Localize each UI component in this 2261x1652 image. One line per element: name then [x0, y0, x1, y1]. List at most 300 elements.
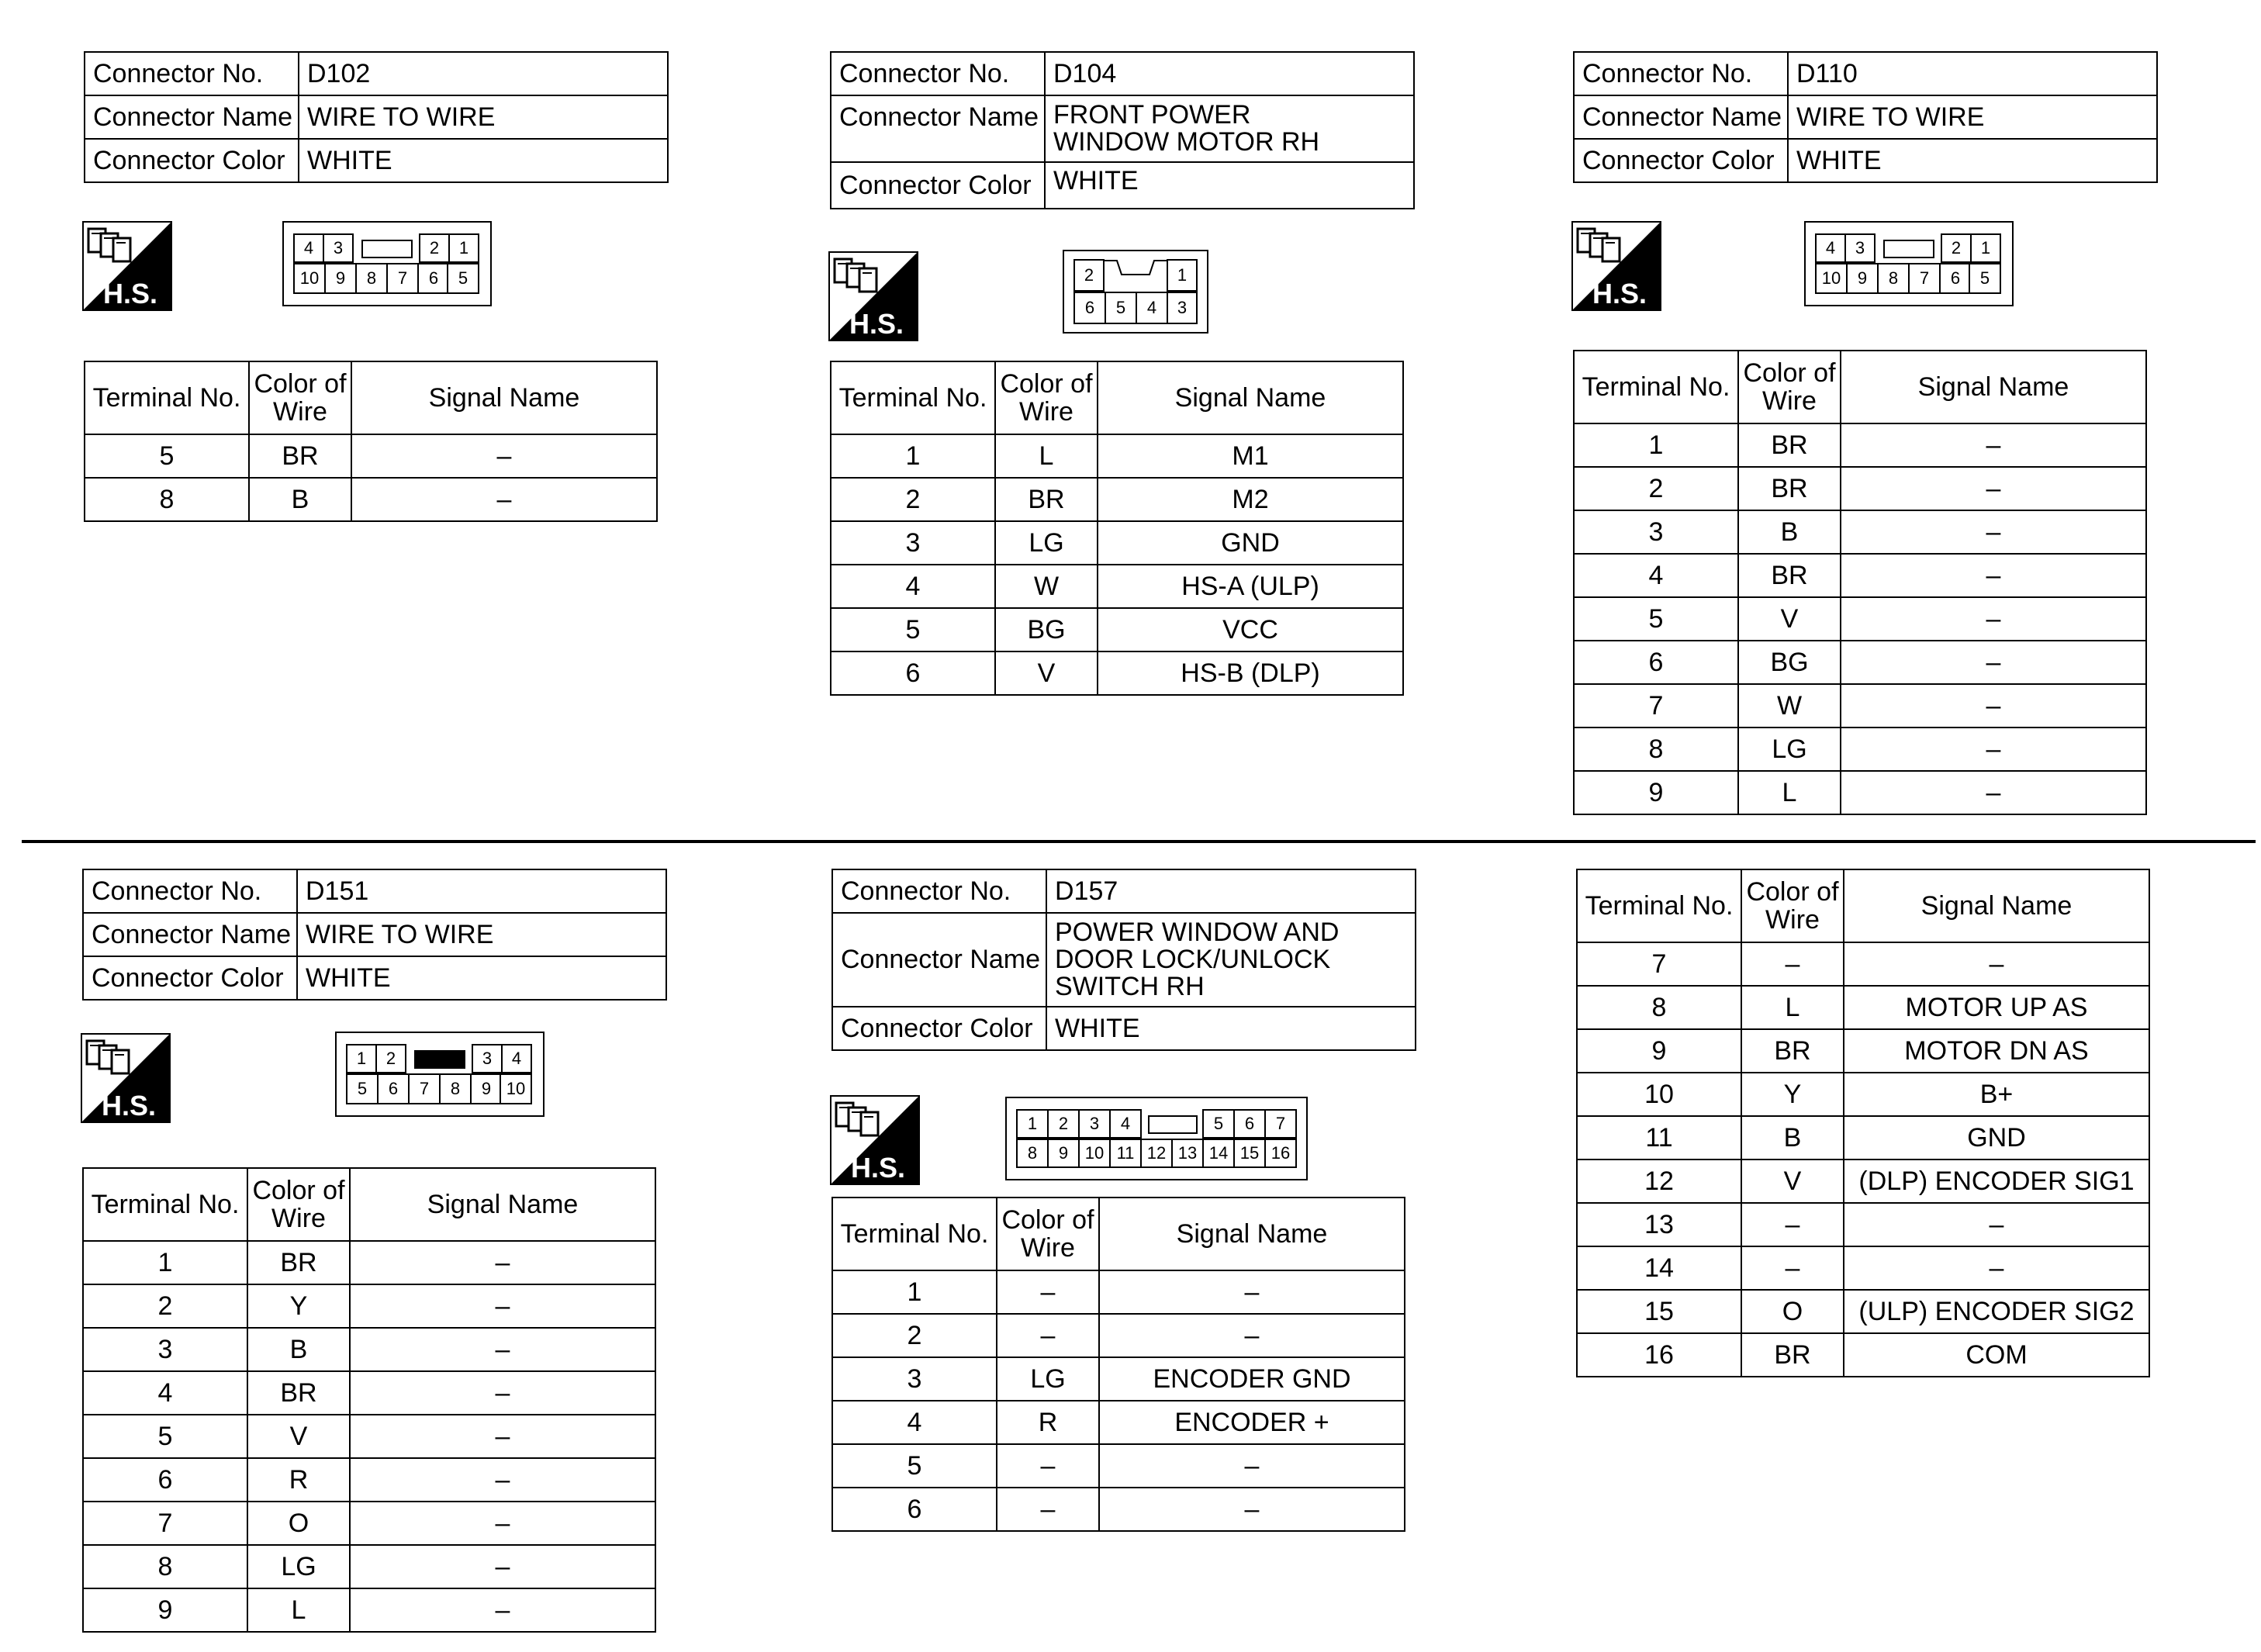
terminal-no-cell: 4 — [83, 1371, 247, 1415]
terminal-no-cell: 8 — [1577, 986, 1741, 1029]
terminal-no-cell: 11 — [1577, 1116, 1741, 1160]
pin: 10 — [1815, 263, 1848, 294]
wire-color-cell: R — [247, 1458, 350, 1502]
d102-terminal-table — [84, 361, 658, 522]
header-color-of-wire: Color of Wire — [247, 1168, 350, 1241]
signal-name-cell: – — [350, 1328, 655, 1371]
label-connector-color: Connector Color — [832, 1007, 1046, 1050]
pin: 6 — [377, 1073, 410, 1104]
pin: 3 — [472, 1044, 503, 1073]
d151-connector-face — [335, 1032, 545, 1117]
signal-name-cell: – — [1841, 467, 2146, 510]
wire-color-cell: – — [997, 1314, 1099, 1357]
d110-terminal-table — [1573, 350, 2147, 815]
wire-color-cell: L — [1741, 986, 1844, 1029]
terminal-no-cell: 7 — [1574, 684, 1738, 728]
d110-no: D110 — [1788, 52, 2157, 95]
terminal-no-cell: 5 — [831, 608, 995, 651]
label-connector-no: Connector No. — [85, 52, 299, 95]
d151-pin-grid — [346, 1044, 532, 1104]
hs-icon — [1571, 221, 1661, 315]
table-row — [1574, 423, 2146, 467]
wire-color-cell: B — [1738, 510, 1841, 554]
d110-info-table — [1573, 51, 2158, 183]
d110-name: WIRE TO WIRE — [1788, 95, 2157, 139]
header-color-of-wire: Color of Wire — [1738, 351, 1841, 423]
wire-color-cell: BR — [1738, 423, 1841, 467]
wire-color-cell: B — [1741, 1116, 1844, 1160]
wire-color-cell: BR — [1738, 554, 1841, 597]
pin: 4 — [1109, 1109, 1142, 1139]
pin: 1 — [346, 1044, 377, 1073]
pin: 9 — [324, 263, 357, 294]
table-row — [831, 565, 1403, 608]
d157-connector-face — [1005, 1097, 1308, 1180]
signal-name-cell: M2 — [1098, 478, 1403, 521]
terminal-no-cell: 5 — [85, 434, 249, 478]
d102-name: WIRE TO WIRE — [299, 95, 668, 139]
table-row — [83, 1415, 655, 1458]
key-slot — [414, 1050, 465, 1069]
table-row — [1574, 728, 2146, 771]
d110-pin-grid — [1815, 233, 2001, 294]
signal-name-cell: – — [1844, 1203, 2149, 1246]
label-connector-name: Connector Name — [831, 95, 1045, 162]
terminal-no-cell: 1 — [83, 1241, 247, 1284]
table-row — [85, 478, 657, 521]
wire-color-cell: L — [1738, 771, 1841, 814]
pin: 3 — [1078, 1109, 1111, 1139]
signal-name-cell: – — [1841, 597, 2146, 641]
wire-color-cell: BR — [1741, 1029, 1844, 1073]
wire-color-cell: O — [1741, 1290, 1844, 1333]
terminal-no-cell: 2 — [1574, 467, 1738, 510]
pin: 8 — [1877, 263, 1910, 294]
d102-color: WHITE — [299, 139, 668, 182]
pin: 8 — [1016, 1139, 1049, 1168]
signal-name-cell: – — [1099, 1314, 1405, 1357]
hs-icon — [82, 221, 172, 315]
pin: 9 — [1047, 1139, 1080, 1168]
table-row — [832, 1444, 1405, 1488]
signal-name-cell: ENCODER GND — [1099, 1357, 1405, 1401]
signal-name-cell: – — [1099, 1270, 1405, 1314]
section-divider — [22, 840, 2256, 843]
wire-color-cell: BG — [995, 608, 1098, 651]
wire-color-cell: R — [997, 1401, 1099, 1444]
terminal-no-cell: 4 — [1574, 554, 1738, 597]
header-terminal-no: Terminal No. — [1574, 351, 1738, 423]
wire-color-cell: L — [995, 434, 1098, 478]
signal-name-cell: – — [1844, 1246, 2149, 1290]
wire-color-cell: BR — [1738, 467, 1841, 510]
wire-color-cell: – — [997, 1444, 1099, 1488]
d102-no: D102 — [299, 52, 668, 95]
pin: 3 — [1167, 292, 1198, 324]
wire-color-cell: W — [1738, 684, 1841, 728]
table-row — [83, 1241, 655, 1284]
d157-info-table — [831, 869, 1416, 1051]
terminal-no-cell: 7 — [1577, 942, 1741, 986]
key-slot — [1148, 1115, 1198, 1134]
wire-color-cell: L — [247, 1588, 350, 1632]
pin: 11 — [1109, 1139, 1142, 1168]
terminal-no-cell: 9 — [1574, 771, 1738, 814]
signal-name-cell: ENCODER + — [1099, 1401, 1405, 1444]
terminal-no-cell: 9 — [83, 1588, 247, 1632]
label-connector-no: Connector No. — [831, 52, 1045, 95]
header-signal-name: Signal Name — [1099, 1198, 1405, 1270]
header-signal-name: Signal Name — [1844, 869, 2149, 942]
header-color-of-wire: Color of Wire — [1741, 869, 1844, 942]
d102-info-table — [84, 51, 669, 183]
pin: 2 — [419, 233, 450, 263]
wire-color-cell: – — [997, 1270, 1099, 1314]
pin: 8 — [355, 263, 388, 294]
label-connector-name: Connector Name — [83, 913, 297, 956]
terminal-no-cell: 5 — [1574, 597, 1738, 641]
wire-color-cell: BR — [247, 1371, 350, 1415]
header-terminal-no: Terminal No. — [83, 1168, 247, 1241]
signal-name-cell: (ULP) ENCODER SIG2 — [1844, 1290, 2149, 1333]
d157-color: WHITE — [1046, 1007, 1416, 1050]
table-row — [1577, 1116, 2149, 1160]
hs-label: H.S. — [850, 1152, 906, 1184]
wire-color-cell: V — [1741, 1160, 1844, 1203]
table-row — [1574, 467, 2146, 510]
table-row — [85, 434, 657, 478]
terminal-no-cell: 5 — [83, 1415, 247, 1458]
pin: 1 — [1970, 233, 2001, 263]
wire-color-cell: – — [1741, 942, 1844, 986]
table-row — [1574, 684, 2146, 728]
terminal-no-cell: 3 — [83, 1328, 247, 1371]
table-row — [1577, 1203, 2149, 1246]
signal-name-cell: GND — [1098, 521, 1403, 565]
table-row — [83, 1284, 655, 1328]
pin: 6 — [1073, 292, 1106, 324]
header-color-of-wire: Color of Wire — [997, 1198, 1099, 1270]
signal-name-cell: – — [1841, 641, 2146, 684]
key-slot — [1883, 240, 1934, 258]
terminal-no-cell: 3 — [1574, 510, 1738, 554]
wire-color-cell: V — [1738, 597, 1841, 641]
wire-color-cell: – — [1741, 1246, 1844, 1290]
table-row — [83, 1328, 655, 1371]
pin: 5 — [1105, 292, 1137, 324]
signal-name-cell: HS-A (ULP) — [1098, 565, 1403, 608]
table-row — [1577, 1029, 2149, 1073]
d104-color: WHITE — [1045, 162, 1414, 209]
pin: 15 — [1233, 1139, 1266, 1168]
wire-color-cell: BG — [1738, 641, 1841, 684]
terminal-no-cell: 1 — [831, 434, 995, 478]
d151-terminal-table — [82, 1167, 656, 1633]
terminal-no-cell: 5 — [832, 1444, 997, 1488]
pin: 5 — [1202, 1109, 1235, 1139]
table-row — [832, 1357, 1405, 1401]
header-terminal-no: Terminal No. — [831, 361, 995, 434]
d110-connector-face — [1804, 221, 2014, 306]
wire-color-cell: Y — [1741, 1073, 1844, 1116]
hs-icon — [830, 1095, 920, 1189]
table-row — [831, 521, 1403, 565]
wire-color-cell: – — [997, 1488, 1099, 1531]
terminal-no-cell: 10 — [1577, 1073, 1741, 1116]
table-row — [831, 651, 1403, 695]
d104-terminal-table — [830, 361, 1404, 696]
header-color-of-wire: Color of Wire — [995, 361, 1098, 434]
pin: 4 — [1136, 292, 1168, 324]
table-row — [832, 1401, 1405, 1444]
signal-name-cell: GND — [1844, 1116, 2149, 1160]
terminal-no-cell: 2 — [83, 1284, 247, 1328]
signal-name-cell: – — [1841, 684, 2146, 728]
terminal-no-cell: 8 — [1574, 728, 1738, 771]
signal-name-cell: – — [1844, 942, 2149, 986]
table-row — [831, 434, 1403, 478]
d151-info-table — [82, 869, 667, 1001]
table-row — [1574, 641, 2146, 684]
signal-name-cell: MOTOR UP AS — [1844, 986, 2149, 1029]
d110-color: WHITE — [1788, 139, 2157, 182]
d157-no: D157 — [1046, 869, 1416, 913]
table-row — [83, 1588, 655, 1632]
wire-color-cell: B — [247, 1328, 350, 1371]
pin: 5 — [1969, 263, 2001, 294]
header-signal-name: Signal Name — [1841, 351, 2146, 423]
table-row — [1577, 1333, 2149, 1377]
wire-color-cell: LG — [247, 1545, 350, 1588]
terminal-no-cell: 3 — [832, 1357, 997, 1401]
terminal-no-cell: 2 — [831, 478, 995, 521]
terminal-no-cell: 7 — [83, 1502, 247, 1545]
pin: 12 — [1140, 1139, 1173, 1168]
terminal-no-cell: 1 — [832, 1270, 997, 1314]
wire-color-cell: – — [1741, 1203, 1844, 1246]
pin: 4 — [501, 1044, 532, 1073]
table-row — [831, 478, 1403, 521]
signal-name-cell: – — [350, 1284, 655, 1328]
pin: 1 — [1167, 259, 1198, 292]
d151-no: D151 — [297, 869, 666, 913]
terminal-no-cell: 1 — [1574, 423, 1738, 467]
pin: 9 — [470, 1073, 503, 1104]
signal-name-cell: – — [1841, 554, 2146, 597]
pin: 2 — [1941, 233, 1972, 263]
table-row — [1574, 510, 2146, 554]
table-row — [832, 1488, 1405, 1531]
header-signal-name: Signal Name — [1098, 361, 1403, 434]
wire-color-cell: BR — [1741, 1333, 1844, 1377]
wire-color-cell: LG — [997, 1357, 1099, 1401]
pin: 7 — [408, 1073, 441, 1104]
d104-info-table — [830, 51, 1415, 209]
table-row — [832, 1270, 1405, 1314]
header-terminal-no: Terminal No. — [1577, 869, 1741, 942]
terminal-no-cell: 6 — [831, 651, 995, 695]
hs-label: H.S. — [1592, 278, 1647, 309]
terminal-no-cell: 6 — [832, 1488, 997, 1531]
pin: 3 — [1844, 233, 1876, 263]
pin: 7 — [1264, 1109, 1297, 1139]
label-connector-color: Connector Color — [1574, 139, 1788, 182]
hs-icon — [828, 251, 918, 345]
hs-icon — [81, 1033, 171, 1127]
pin: 1 — [448, 233, 479, 263]
pin: 4 — [1815, 233, 1846, 263]
pin: 8 — [439, 1073, 472, 1104]
signal-name-cell: HS-B (DLP) — [1098, 651, 1403, 695]
signal-name-cell: B+ — [1844, 1073, 2149, 1116]
table-row — [83, 1458, 655, 1502]
table-row — [83, 1502, 655, 1545]
pin: 5 — [346, 1073, 379, 1104]
terminal-no-cell: 8 — [85, 478, 249, 521]
signal-name-cell: – — [351, 434, 657, 478]
wire-color-cell: Y — [247, 1284, 350, 1328]
wire-color-cell: LG — [1738, 728, 1841, 771]
signal-name-cell: – — [1841, 728, 2146, 771]
wire-color-cell: W — [995, 565, 1098, 608]
pin: 7 — [386, 263, 419, 294]
pin: 4 — [293, 233, 324, 263]
wire-color-cell: V — [247, 1415, 350, 1458]
table-row — [1574, 771, 2146, 814]
terminal-no-cell: 12 — [1577, 1160, 1741, 1203]
pin: 9 — [1846, 263, 1879, 294]
table-row — [1577, 1246, 2149, 1290]
signal-name-cell: – — [1841, 510, 2146, 554]
pin: 2 — [375, 1044, 406, 1073]
d102-connector-face — [282, 221, 492, 306]
d157-name: POWER WINDOW AND DOOR LOCK/UNLOCK SWITCH RH — [1046, 913, 1416, 1007]
terminal-no-cell: 8 — [83, 1545, 247, 1588]
pin: 10 — [500, 1073, 532, 1104]
pin: 16 — [1264, 1139, 1297, 1168]
d157-terminal-table-continued — [1576, 869, 2150, 1377]
signal-name-cell: – — [350, 1415, 655, 1458]
terminal-no-cell: 2 — [832, 1314, 997, 1357]
hs-label: H.S. — [102, 278, 158, 309]
pin: 2 — [1073, 259, 1105, 292]
pin: 10 — [293, 263, 326, 294]
table-row — [1577, 1290, 2149, 1333]
table-row — [1577, 1073, 2149, 1116]
terminal-no-cell: 3 — [831, 521, 995, 565]
label-connector-name: Connector Name — [832, 913, 1046, 1007]
d157-terminal-table — [831, 1197, 1405, 1532]
d157-pin-grid — [1016, 1109, 1297, 1168]
table-row — [1574, 597, 2146, 641]
signal-name-cell: COM — [1844, 1333, 2149, 1377]
header-signal-name: Signal Name — [350, 1168, 655, 1241]
d104-name: FRONT POWER WINDOW MOTOR RH — [1045, 95, 1414, 162]
d104-pin-grid — [1073, 259, 1198, 324]
pin: 2 — [1047, 1109, 1080, 1139]
terminal-no-cell: 6 — [1574, 641, 1738, 684]
header-color-of-wire: Color of Wire — [249, 361, 351, 434]
terminal-no-cell: 13 — [1577, 1203, 1741, 1246]
signal-name-cell: – — [350, 1545, 655, 1588]
signal-name-cell: – — [1841, 423, 2146, 467]
table-row — [83, 1545, 655, 1588]
signal-name-cell: – — [350, 1502, 655, 1545]
terminal-no-cell: 9 — [1577, 1029, 1741, 1073]
label-connector-color: Connector Color — [85, 139, 299, 182]
d151-name: WIRE TO WIRE — [297, 913, 666, 956]
label-connector-no: Connector No. — [83, 869, 297, 913]
terminal-no-cell: 15 — [1577, 1290, 1741, 1333]
signal-name-cell: VCC — [1098, 608, 1403, 651]
pin: 6 — [1939, 263, 1972, 294]
wire-color-cell: LG — [995, 521, 1098, 565]
terminal-no-cell: 4 — [832, 1401, 997, 1444]
label-connector-no: Connector No. — [1574, 52, 1788, 95]
wire-color-cell: B — [249, 478, 351, 521]
pin: 5 — [447, 263, 479, 294]
table-row — [832, 1314, 1405, 1357]
pin: 13 — [1171, 1139, 1204, 1168]
signal-name-cell: – — [1841, 771, 2146, 814]
d104-connector-face — [1063, 250, 1208, 334]
pin: 7 — [1908, 263, 1941, 294]
table-row — [1577, 986, 2149, 1029]
header-terminal-no: Terminal No. — [85, 361, 249, 434]
wire-color-cell: BR — [995, 478, 1098, 521]
hs-label: H.S. — [849, 308, 904, 340]
pin: 14 — [1202, 1139, 1235, 1168]
wire-color-cell: BR — [249, 434, 351, 478]
signal-name-cell: M1 — [1098, 434, 1403, 478]
d151-color: WHITE — [297, 956, 666, 1000]
pin: 6 — [417, 263, 450, 294]
signal-name-cell: – — [350, 1458, 655, 1502]
terminal-no-cell: 14 — [1577, 1246, 1741, 1290]
pin: 6 — [1233, 1109, 1266, 1139]
wire-color-cell: V — [995, 651, 1098, 695]
signal-name-cell: – — [1099, 1488, 1405, 1531]
d102-pin-grid — [293, 233, 479, 294]
table-row — [831, 608, 1403, 651]
label-connector-no: Connector No. — [832, 869, 1046, 913]
terminal-no-cell: 16 — [1577, 1333, 1741, 1377]
header-terminal-no: Terminal No. — [832, 1198, 997, 1270]
pin: 3 — [323, 233, 354, 263]
signal-name-cell: – — [350, 1371, 655, 1415]
signal-name-cell: – — [351, 478, 657, 521]
terminal-no-cell: 6 — [83, 1458, 247, 1502]
wire-color-cell: BR — [247, 1241, 350, 1284]
hs-label: H.S. — [101, 1090, 157, 1121]
table-row — [1577, 1160, 2149, 1203]
table-row — [1577, 942, 2149, 986]
pin: 10 — [1078, 1139, 1111, 1168]
d104-no: D104 — [1045, 52, 1414, 95]
header-signal-name: Signal Name — [351, 361, 657, 434]
signal-name-cell: MOTOR DN AS — [1844, 1029, 2149, 1073]
label-connector-color: Connector Color — [83, 956, 297, 1000]
signal-name-cell: – — [350, 1241, 655, 1284]
key-slot — [361, 240, 413, 258]
table-row — [1574, 554, 2146, 597]
label-connector-name: Connector Name — [1574, 95, 1788, 139]
label-connector-color: Connector Color — [831, 162, 1045, 209]
terminal-no-cell: 4 — [831, 565, 995, 608]
label-connector-name: Connector Name — [85, 95, 299, 139]
wire-color-cell: O — [247, 1502, 350, 1545]
table-row — [83, 1371, 655, 1415]
